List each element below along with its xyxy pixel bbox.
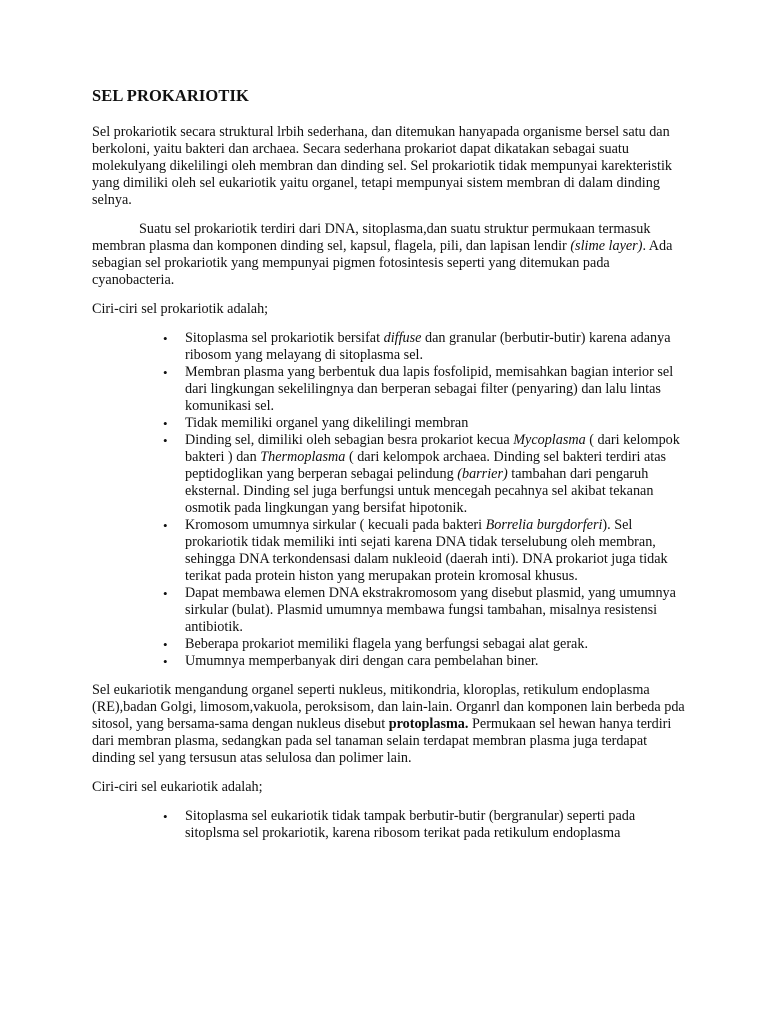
- list-item: • Dapat membawa elemen DNA ekstrakromosom yang disebut plasmid, yang umumnya sirkular (bulat). Plasmid umumnya membawa fungsi tambahan, misalnya resistensi antibiotik.: [163, 585, 676, 635]
- bullet-icon: •: [163, 365, 168, 380]
- list-item: • Tidak memiliki organel yang dikelilingi membran: [163, 415, 469, 431]
- list-item: • Membran plasma yang berbentuk dua lapis fosfolipid, memisahkan bagian interior sel dari lingkungan sekelilingnya dan berperan sebagai filter (penyaring) dan lalu lintas komunikasi sel.: [163, 364, 674, 414]
- bullet-icon: •: [163, 586, 168, 601]
- prokaryote-list-heading: Ciri-ciri sel prokariotik adalah;: [92, 301, 269, 317]
- prokaryote-characteristics-list: [92, 330, 688, 670]
- protoplasma-term: protoplasma.: [388, 716, 469, 732]
- list-item: • Sitoplasma sel eukariotik tidak tampak berbutir-butir (bergranular) seperti pada sitoplsma sel prokariotik, karena ribosom terikat pada retikulum endoplasma: [163, 808, 636, 841]
- list-item: • Kromosom umumnya sirkular ( kecuali pada bakteri Borrelia burgdorferi). Sel prokariotik tidak memiliki inti sejati karena DNA tidak terselubung oleh membran, sehingga DNA terkondensasi dalam nukleoid (daerah inti). DNA prokariot juga tidak terikat pada protein histon yang merupakan protein kromosal khusus.: [163, 517, 668, 584]
- page-title: SEL PROKARIOTIK: [92, 86, 249, 105]
- list-item: • Dinding sel, dimiliki oleh sebagian besra prokariot kecua Mycoplasma ( dari kelompok bakteri ) dan Thermoplasma ( dari kelompok archaea. Dinding sel bakteri terdiri atas peptidoglikan yang berperan sebagai pelindung (barrier) tambahan dari pengaruh eksternal. Dinding sel juga berfungsi untuk mencegah pecahnya sel akibat tekanan osmotik pada lingkungan yang bersifat hipotonik.: [163, 432, 680, 516]
- bullet-icon: •: [163, 416, 168, 431]
- bullet-icon: •: [163, 637, 168, 652]
- eukaryote-paragraph: Sel eukariotik mengandung organel seperti nukleus, mitikondria, kloroplas, retikulum endoplasma (RE),badan Golgi, limosom,vakuola, peroksisom, dan lain-lain. Organrl dan komponen lain berbeda pda sitosol, yang bersama-sama dengan nukleus disebut protoplasma. Permukaan sel hewan hanya terdiri dari membran plasma, sedangkan pada sel tanaman selain terdapat membran plasma juga terdapat dinding sel yang tersusun atas selulosa dan polimer lain.: [92, 682, 685, 766]
- bullet-icon: •: [163, 809, 168, 824]
- eukaryote-list-heading: Ciri-ciri sel eukariotik adalah;: [92, 779, 263, 795]
- structure-paragraph: Suatu sel prokariotik terdiri dari DNA, sitoplasma,dan suatu struktur permukaan termasuk membran plasma dan komponen dinding sel, kapsul, flagela, pili, dan lapisan lendir (slime layer). Ada sebagian sel prokariotik yang mempunyai pigmen fotosintesis seperti yang ditemukan pada cyanobacteria.: [92, 221, 673, 288]
- bullet-icon: •: [163, 518, 168, 533]
- eukaryote-characteristics-list: [92, 808, 688, 842]
- intro-paragraph: Sel prokariotik secara struktural lrbih sederhana, dan ditemukan hanyapada organisme bersel satu dan berkoloni, yaitu bakteri dan archaea. Secara sederhana prokariot dapat dikatakan sebagai suatu molekulyang dikelilingi oleh membran dan dinding sel. Sel prokariotik tidak mempunyai karekteristik yang dimiliki oleh sel eukariotik yaitu organel, tetapi mempunyai sistem membran di dalam dinding selnya.: [92, 124, 672, 208]
- bullet-icon: •: [163, 331, 168, 346]
- list-item: • Beberapa prokariot memiliki flagela yang berfungsi sebagai alat gerak.: [163, 636, 588, 652]
- bullet-icon: •: [163, 654, 168, 669]
- list-item: • Sitoplasma sel prokariotik bersifat diffuse dan granular (berbutir-butir) karena adanya ribosom yang melayang di sitoplasma sel.: [163, 330, 671, 363]
- list-item: • Umumnya memperbanyak diri dengan cara pembelahan biner.: [163, 653, 539, 669]
- slime-layer-term: (slime layer): [570, 238, 643, 254]
- bullet-icon: •: [163, 433, 168, 448]
